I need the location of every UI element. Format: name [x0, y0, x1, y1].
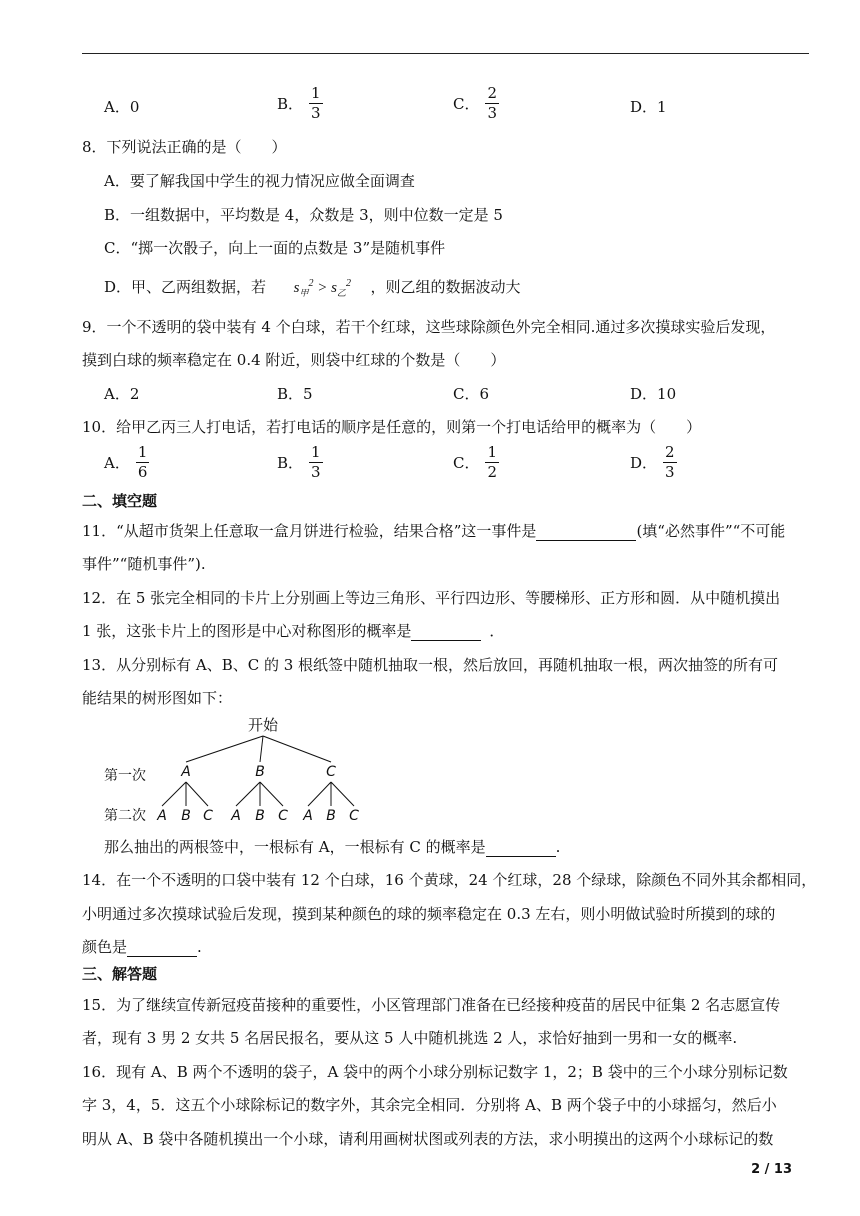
- answer-blank: [536, 526, 636, 541]
- q8-option-d: D．甲、乙两组数据，若 $s_甲^2 > s_乙^2$ ，则乙组的数据波动大: [104, 278, 521, 298]
- q13-line-2: 能结果的树形图如下：: [82, 689, 233, 707]
- q8-option-a: A．要了解我国中学生的视力情况应做全面调查: [104, 172, 415, 190]
- q14-line-2: 小明通过多次摸球试验后发现，摸到某种颜色的球的频率稳定在 0.3 左右，则小明做试验时所摸到的球的: [82, 905, 776, 923]
- q13-line-1: 13．从分别标有 A、B、C 的 3 根纸签中随机抽取一根，然后放回，再随机抽取一根，两次抽签的所有可: [82, 656, 779, 674]
- q11-line-1: 11．“从超市货架上任意取一盒月饼进行检验，结果合格”这一事件是 (填“必然事件”“不可能: [82, 522, 786, 540]
- tree-second-b-1: B: [181, 808, 191, 824]
- option-value: 1: [657, 97, 667, 116]
- tree-first-a: A: [181, 764, 191, 780]
- fraction: $\frac{2}{3}$: [665, 443, 675, 481]
- q7-option-c: [453, 86, 499, 121]
- option-label: B．: [277, 95, 304, 113]
- tree-second-c-2: C: [278, 808, 288, 824]
- tree-edges-level1: [186, 736, 331, 762]
- tree-second-b-2: B: [255, 808, 265, 824]
- fraction: $\frac{2}{3}$: [487, 84, 498, 122]
- tree-second-a-3: A: [303, 808, 313, 824]
- option-label: C．: [453, 95, 480, 113]
- answer-blank: [486, 842, 556, 857]
- q16-line-1: 16．现有 A、B 两个不透明的袋子，A 袋中的两个小球分别标记数字 1，2；B 袋中的三个小球分别标记数: [82, 1063, 788, 1081]
- answer-blank: [411, 626, 481, 641]
- tree-row1-label: 第一次: [104, 768, 146, 784]
- q8-option-c: C．“掷一次骰子，向上一面的点数是 3”是随机事件: [104, 239, 446, 257]
- q9-option-a: A．2: [104, 385, 140, 403]
- fraction: $\frac{1}{3}$: [311, 443, 321, 481]
- q9-line-1: 9．一个不透明的袋中装有 4 个白球，若干个红球，这些球除颜色外完全相同.通过多次摸球实验后发现，: [82, 318, 776, 336]
- q9-line-2: 摸到白球的频率稳定在 0.4 附近，则袋中红球的个数是（ ）: [82, 351, 506, 369]
- q13-line-3: 那么抽出的两根签中，一根标有 A，一根标有 C 的概率是 .: [104, 838, 561, 856]
- tree-second-b-3: B: [326, 808, 336, 824]
- fraction: $\frac{1}{3}$: [311, 84, 321, 122]
- fraction: $\frac{1}{2}$: [487, 443, 498, 481]
- q10-option-c: C． $\frac{1}{2}$: [453, 443, 498, 481]
- q8-option-b: B．一组数据中，平均数是 4，众数是 3，则中位数一定是 5: [104, 206, 503, 224]
- option-value: 0: [129, 97, 140, 116]
- q10-option-a: A． $\frac{1}{6}$: [104, 443, 148, 481]
- q7-option-b: [277, 86, 323, 121]
- q12-line-2: 1 张，这张卡片上的图形是中心对称图形的概率是 ．: [82, 622, 505, 640]
- q10-stem: 10．给甲乙丙三人打电话，若打电话的顺序是任意的，则第一个打电话给甲的概率为（ ）: [82, 418, 702, 436]
- q10-option-d: D． $\frac{2}{3}$: [630, 443, 675, 481]
- tree-second-a-2: A: [231, 808, 241, 824]
- section-heading-fill-in: 二、填空题: [82, 492, 158, 510]
- tree-second-c-1: C: [203, 808, 213, 824]
- option-label: A．: [104, 98, 130, 116]
- q15-line-2: 者，现有 3 男 2 女共 5 名居民报名，要从这 5 人中随机挑选 2 人，求恰好抽到一男和一女的概率.: [82, 1029, 738, 1047]
- q16-line-2: 字 3，4，5．这五个小球除标记的数字外，其余完全相同．分别将 A、B 两个袋子中的小球摇匀，然后小: [82, 1096, 777, 1114]
- q9-option-b: B．5: [277, 385, 313, 403]
- q12-line-1: 12．在 5 张完全相同的卡片上分别画上等边三角形、平行四边形、等腰梯形、正方形和圆．从中随机摸出: [82, 589, 781, 607]
- q7-option-a: [104, 96, 139, 117]
- tree-diagram: [96, 710, 376, 826]
- header-rule: [82, 53, 809, 54]
- tree-first-c: C: [326, 764, 336, 780]
- variance-inequality: $s_甲^2 > s_乙^2$: [293, 278, 351, 298]
- page-number: 2 / 13: [751, 1162, 792, 1177]
- tree-edges-level2: [162, 782, 354, 806]
- q9-option-d: D．10: [630, 385, 677, 403]
- q7-option-d: [630, 96, 667, 117]
- q15-line-1: 15．为了继续宣传新冠疫苗接种的重要性，小区管理部门准备在已经接种疫苗的居民中征集 2 名志愿宣传: [82, 996, 781, 1014]
- tree-second-a-1: A: [157, 808, 167, 824]
- q8-stem: 8．下列说法正确的是（ ）: [82, 138, 287, 156]
- q14-line-1: 14．在一个不透明的口袋中装有 12 个白球，16 个黄球，24 个红球，28 个绿球，除颜色不同外其余都相同，: [82, 871, 817, 889]
- tree-root-label: 开始: [247, 716, 279, 734]
- q14-line-3: 颜色是 .: [82, 938, 202, 956]
- tree-second-labels: [156, 808, 359, 824]
- fraction: $\frac{1}{6}$: [137, 443, 148, 481]
- q10-option-b: B． $\frac{1}{3}$: [277, 443, 321, 481]
- q16-line-3: 明从 A、B 袋中各随机摸出一个小球，请利用画树状图或列表的方法，求小明摸出的这两个小球标记的数: [82, 1130, 774, 1148]
- q11-line-2: 事件”“随机事件”).: [82, 555, 206, 573]
- tree-second-c-3: C: [349, 808, 359, 824]
- answer-blank: [127, 942, 197, 957]
- tree-first-b: B: [255, 764, 265, 780]
- section-heading-solve: 三、解答题: [82, 965, 158, 983]
- tree-row2-label: 第二次: [104, 808, 146, 824]
- option-label: D．: [630, 98, 658, 116]
- q9-option-c: C．6: [453, 385, 490, 403]
